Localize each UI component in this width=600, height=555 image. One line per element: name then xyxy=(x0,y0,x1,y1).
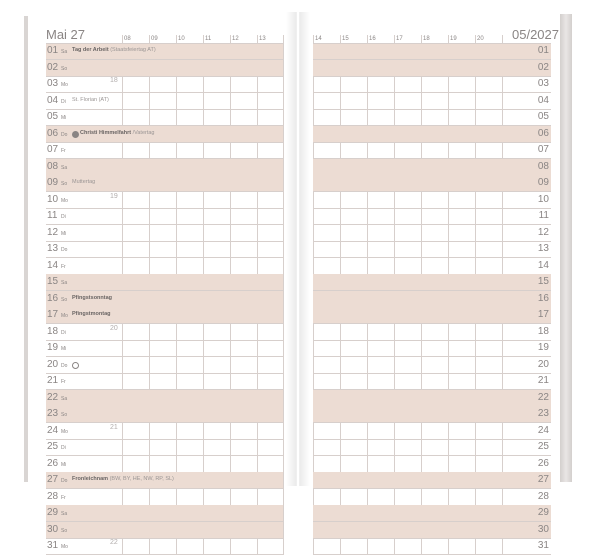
day-number: 10 xyxy=(47,193,59,205)
day-row-left[interactable] xyxy=(46,43,283,60)
day-row-left[interactable] xyxy=(46,241,283,258)
day-row-right[interactable] xyxy=(313,192,551,209)
day-number: 27 xyxy=(47,474,59,485)
weekday-label: Di xyxy=(61,329,66,336)
day-number: 22 xyxy=(47,391,59,403)
day-row-right[interactable] xyxy=(313,126,551,143)
row-divider xyxy=(46,43,283,44)
day-number: 30 xyxy=(47,523,59,535)
gutter-shadow-right xyxy=(300,12,310,486)
day-number: 26 xyxy=(47,457,59,469)
day-number-right: 04 xyxy=(537,94,549,106)
event-text xyxy=(72,476,174,482)
day-number: 07 xyxy=(47,144,59,155)
day-row-left[interactable] xyxy=(46,373,283,390)
day-number: 16 xyxy=(47,292,59,304)
day-number: 21 xyxy=(47,375,59,386)
weekday-label: So xyxy=(61,65,68,72)
day-row-right[interactable] xyxy=(313,225,551,242)
weekday-label: Fr xyxy=(61,494,66,501)
week-number: 21 xyxy=(110,423,118,431)
day-row-right[interactable] xyxy=(313,340,551,357)
day-row-left[interactable] xyxy=(46,93,283,110)
day-number: 11 xyxy=(47,210,58,221)
day-number-right: 24 xyxy=(537,424,549,436)
day-row-left[interactable] xyxy=(46,324,283,341)
day-row-left[interactable] xyxy=(46,406,283,423)
column-line xyxy=(283,35,284,555)
day-number-right: 31 xyxy=(537,540,549,551)
weekday-label: Do xyxy=(61,362,68,369)
day-number-right: 23 xyxy=(537,408,549,419)
weekday-label: Fr xyxy=(61,148,66,154)
day-number: 03 xyxy=(47,78,59,89)
day-row-right[interactable] xyxy=(313,60,551,77)
week-number: 18 xyxy=(110,77,118,84)
day-row-right[interactable] xyxy=(313,274,551,291)
day-row-left[interactable] xyxy=(46,76,283,93)
day-row-right[interactable] xyxy=(313,241,551,258)
day-row-right[interactable] xyxy=(313,489,551,506)
day-row-left[interactable] xyxy=(46,390,283,407)
day-row-left[interactable] xyxy=(46,472,283,489)
event-text xyxy=(72,295,112,301)
day-number: 18 xyxy=(47,325,59,337)
day-row-right[interactable] xyxy=(313,307,551,324)
day-number-right: 21 xyxy=(537,375,549,386)
day-number-right: 12 xyxy=(537,226,549,238)
weekday-label: So xyxy=(61,412,68,418)
day-row-left[interactable] xyxy=(46,159,283,176)
hour-label: 20 xyxy=(477,36,484,42)
day-number: 06 xyxy=(47,127,59,139)
day-row-right[interactable] xyxy=(313,324,551,341)
weekday-label: Fr xyxy=(61,379,66,385)
day-row-left[interactable] xyxy=(46,307,283,324)
day-number-right: 17 xyxy=(537,309,549,320)
event-note: /Vatertag xyxy=(131,129,155,136)
hour-label: 18 xyxy=(423,36,430,42)
weekday-label: Mi xyxy=(61,461,67,468)
day-number: 04 xyxy=(47,94,59,106)
weekday-label: Mo xyxy=(61,544,68,550)
day-row-right[interactable] xyxy=(313,43,551,60)
weekday-label: Sa xyxy=(61,164,68,171)
event-note: Muttertag xyxy=(72,179,96,185)
day-number-right: 07 xyxy=(537,144,549,155)
day-row-right[interactable] xyxy=(313,406,551,423)
day-number-right: 14 xyxy=(537,259,549,271)
day-row-right[interactable] xyxy=(313,390,551,407)
day-number-right: 15 xyxy=(537,276,549,287)
weekday-label: So xyxy=(61,527,68,534)
event-text xyxy=(72,311,111,317)
day-number-right: 26 xyxy=(537,457,549,469)
day-row-right[interactable] xyxy=(313,208,551,225)
event-note: (BW, BY, HE, NW, RP, SL) xyxy=(108,476,174,482)
moon-phase-icon xyxy=(72,362,79,369)
day-row-right[interactable] xyxy=(313,472,551,489)
day-number: 05 xyxy=(47,111,59,122)
day-row-left[interactable] xyxy=(46,192,283,209)
day-number-right: 13 xyxy=(537,243,549,254)
day-row-left[interactable] xyxy=(46,439,283,456)
day-number: 02 xyxy=(47,61,59,73)
day-row-right[interactable] xyxy=(313,76,551,93)
day-number: 08 xyxy=(47,160,59,172)
weekday-label: Do xyxy=(61,478,68,484)
event-text xyxy=(72,179,95,185)
day-row-left[interactable] xyxy=(46,456,283,473)
day-number-right: 22 xyxy=(537,391,549,403)
weekday-label: Do xyxy=(61,131,68,138)
day-number-right: 01 xyxy=(537,45,549,56)
day-number: 12 xyxy=(47,226,59,238)
day-number-right: 02 xyxy=(537,61,549,73)
day-row-left[interactable] xyxy=(46,274,283,291)
row-divider xyxy=(313,43,551,44)
day-number: 24 xyxy=(47,424,59,436)
day-number-right: 27 xyxy=(537,474,549,485)
day-number: 28 xyxy=(47,490,59,502)
day-number: 19 xyxy=(47,342,59,353)
weekday-label: So xyxy=(61,181,68,187)
day-row-left[interactable] xyxy=(46,142,283,159)
day-row-right[interactable] xyxy=(313,93,551,110)
event-name: Tag der Arbeit xyxy=(72,47,109,53)
day-row-right[interactable] xyxy=(313,357,551,374)
day-row-right[interactable] xyxy=(313,159,551,176)
day-row-right[interactable] xyxy=(313,373,551,390)
hour-label: 19 xyxy=(450,36,457,42)
hour-label: 12 xyxy=(232,36,239,42)
day-row-left[interactable] xyxy=(46,60,283,77)
weekday-label: Do xyxy=(61,247,68,253)
month-title-right: 05/2027 xyxy=(512,27,559,42)
day-row-right[interactable] xyxy=(313,456,551,473)
day-row-right[interactable] xyxy=(313,522,551,539)
day-row-right[interactable] xyxy=(313,538,551,555)
day-number-right: 10 xyxy=(537,193,549,205)
day-row-left[interactable] xyxy=(46,109,283,126)
day-row-right[interactable] xyxy=(313,258,551,275)
day-number-right: 18 xyxy=(537,325,549,337)
day-row-right[interactable] xyxy=(313,423,551,440)
event-note: St. Florian (AT) xyxy=(72,96,109,103)
weekday-label: Sa xyxy=(61,280,68,286)
day-number: 20 xyxy=(47,358,59,370)
weekday-label: Fr xyxy=(61,263,66,270)
day-number-right: 09 xyxy=(537,177,549,188)
event-text xyxy=(72,47,156,53)
weekday-label: Mo xyxy=(61,82,68,88)
week-number: 20 xyxy=(110,324,118,332)
weekday-label: Mo xyxy=(61,197,68,204)
weekday-label: Mi xyxy=(61,346,67,352)
day-number-right: 28 xyxy=(537,490,549,502)
gutter-shadow-left xyxy=(286,12,296,486)
day-row-right[interactable] xyxy=(313,439,551,456)
hour-label: 17 xyxy=(396,36,403,42)
weekday-label: Sa xyxy=(61,395,68,402)
day-row-left[interactable] xyxy=(46,126,283,143)
day-row-left[interactable] xyxy=(46,175,283,192)
day-number-right: 19 xyxy=(537,342,549,353)
day-row-left[interactable] xyxy=(46,538,283,555)
day-row-left[interactable] xyxy=(46,423,283,440)
day-number: 25 xyxy=(47,441,59,452)
day-row-left[interactable] xyxy=(46,258,283,275)
day-number-right: 25 xyxy=(537,441,549,452)
week-number: 19 xyxy=(110,192,118,200)
day-number: 14 xyxy=(47,259,59,271)
hour-label: 16 xyxy=(369,36,376,42)
day-row-right[interactable] xyxy=(313,142,551,159)
event-name: Pfingstmontag xyxy=(72,311,111,317)
weekday-label: Di xyxy=(61,98,66,105)
day-row-left[interactable] xyxy=(46,208,283,225)
day-row-left[interactable] xyxy=(46,291,283,308)
day-number: 31 xyxy=(47,540,59,551)
day-row-left[interactable] xyxy=(46,225,283,242)
day-number-right: 16 xyxy=(537,292,549,304)
hour-label: 08 xyxy=(124,36,131,42)
event-text xyxy=(72,97,109,103)
day-number-right: 06 xyxy=(537,127,549,139)
moon-phase-icon xyxy=(72,131,79,138)
day-number-right: 08 xyxy=(537,160,549,172)
day-number: 09 xyxy=(47,177,59,188)
weekday-label: Mi xyxy=(61,230,67,237)
hour-label: 13 xyxy=(259,36,266,42)
day-number-right: 20 xyxy=(537,358,549,370)
day-number: 23 xyxy=(47,408,59,419)
day-number: 15 xyxy=(47,276,59,287)
hour-label: 15 xyxy=(342,36,349,42)
event-text xyxy=(80,130,155,136)
event-note: (Staatsfeiertag AT) xyxy=(108,47,156,53)
day-row-left[interactable] xyxy=(46,357,283,374)
weekday-label: So xyxy=(61,296,68,303)
hour-label: 14 xyxy=(315,36,322,42)
day-row-right[interactable] xyxy=(313,175,551,192)
day-number-right: 30 xyxy=(537,523,549,535)
day-number: 01 xyxy=(47,45,59,56)
weekday-label: Sa xyxy=(61,49,68,55)
weekday-label: Di xyxy=(61,214,66,220)
day-row-right[interactable] xyxy=(313,109,551,126)
event-name: Pfingstsonntag xyxy=(72,294,113,301)
day-number-right: 05 xyxy=(537,111,549,122)
day-row-right[interactable] xyxy=(313,291,551,308)
page-edge-right xyxy=(560,14,572,482)
day-number-right: 29 xyxy=(537,507,549,518)
day-number: 17 xyxy=(47,309,59,320)
day-number-right: 03 xyxy=(537,78,549,89)
day-row-right[interactable] xyxy=(313,505,551,522)
week-number: 22 xyxy=(110,539,118,546)
hour-label: 09 xyxy=(151,36,158,42)
month-title-left: Mai 27 xyxy=(46,27,86,42)
weekday-label: Mo xyxy=(61,313,68,319)
event-name: Christi Himmelfahrt xyxy=(80,129,132,136)
weekday-label: Mi xyxy=(61,115,67,121)
day-number-right: 11 xyxy=(538,210,549,221)
hour-label: 11 xyxy=(205,36,212,42)
day-number: 13 xyxy=(47,243,59,254)
day-row-left[interactable] xyxy=(46,505,283,522)
day-row-left[interactable] xyxy=(46,489,283,506)
weekday-label: Di xyxy=(61,445,66,451)
day-number: 29 xyxy=(47,507,59,518)
day-row-left[interactable] xyxy=(46,522,283,539)
event-name: Fronleichnam xyxy=(72,476,109,482)
weekday-label: Mo xyxy=(61,428,68,435)
hour-label: 10 xyxy=(178,36,185,42)
day-row-left[interactable] xyxy=(46,340,283,357)
weekday-label: Sa xyxy=(61,511,68,517)
